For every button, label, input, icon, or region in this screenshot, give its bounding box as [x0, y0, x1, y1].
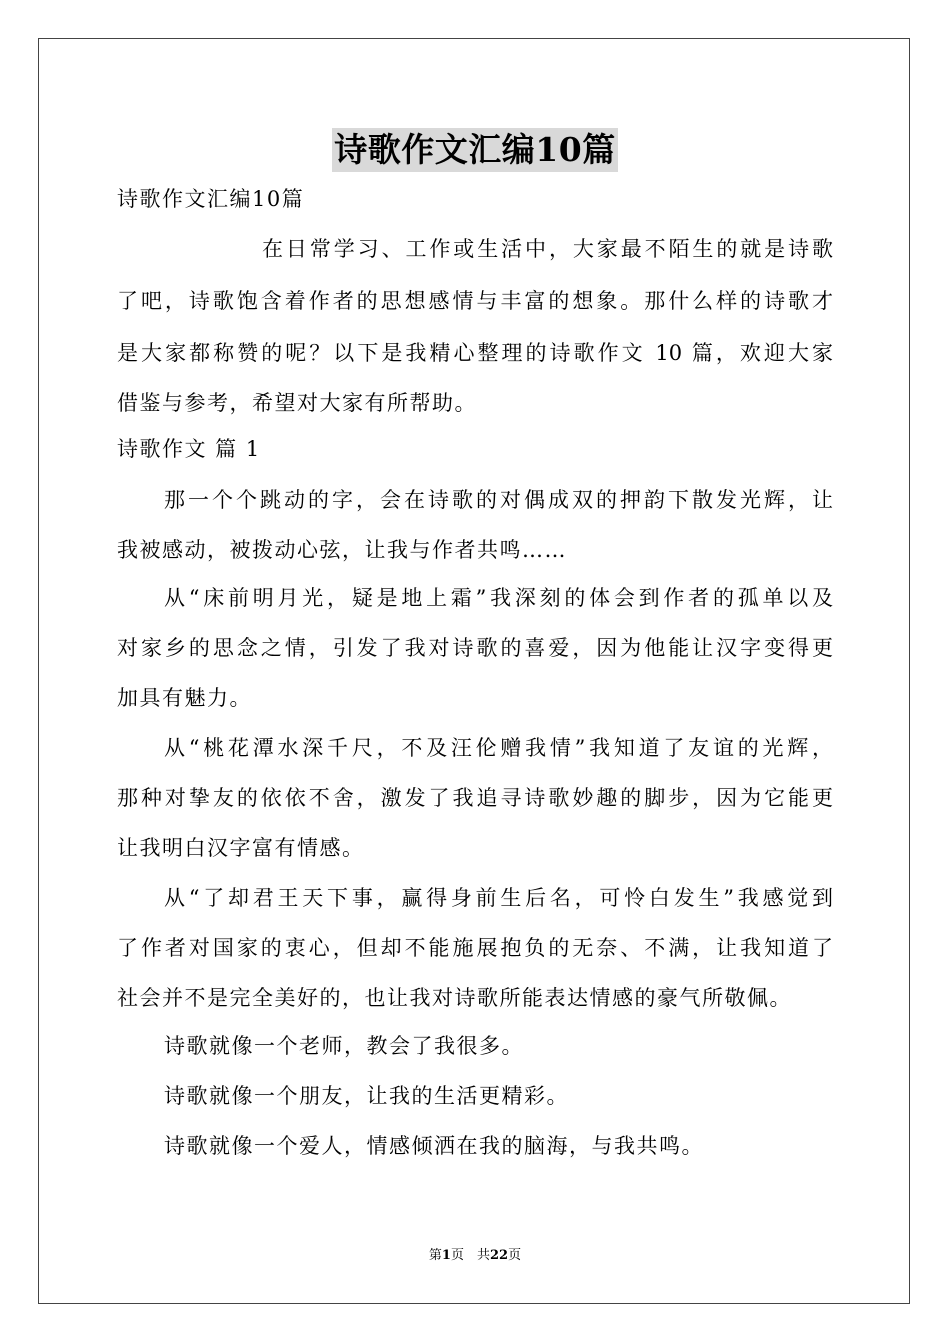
body-paragraph-line: 让我明白汉字富有情感。: [117, 836, 365, 860]
body-paragraph-line: 从“了却君王天下事，赢得身前生后名，可怜白发生”我感觉到: [164, 886, 833, 910]
section-heading: 诗歌作文 篇 1: [117, 437, 261, 461]
page-border: [38, 38, 910, 1304]
page-separator: 页 共: [450, 1248, 490, 1263]
body-paragraph-line: 我被感动，被拨动心弦，让我与作者共鸣……: [117, 538, 567, 562]
document-title: 诗歌作文汇编10篇: [332, 128, 617, 172]
total-pages-number: 22: [489, 1248, 509, 1263]
page-number-footer: [0, 1247, 950, 1265]
body-paragraph-line: 了作者对国家的衷心，但却不能施展抱负的无奈、不满，让我知道了: [117, 936, 833, 960]
body-paragraph-line: 诗歌就像一个爱人，情感倾洒在我的脑海，与我共鸣。: [164, 1134, 704, 1158]
body-paragraph-line: 社会并不是完全美好的，也让我对诗歌所能表达情感的豪气所敬佩。: [117, 986, 792, 1010]
body-paragraph-line: 那种对挚友的依依不舍，激发了我追寻诗歌妙趣的脚步，因为它能更: [117, 786, 833, 810]
page-suffix: 页: [508, 1248, 522, 1263]
body-paragraph-line: 那一个个跳动的字，会在诗歌的对偶成双的押韵下散发光辉，让: [164, 488, 833, 512]
intro-paragraph-line: 是大家都称赞的呢？以下是我精心整理的诗歌作文 10 篇，欢迎大家: [117, 341, 833, 365]
current-page-number: 1: [441, 1248, 451, 1263]
body-paragraph-line: 从“桃花潭水深千尺，不及汪伦赠我情”我知道了友谊的光辉，: [164, 736, 833, 760]
body-paragraph-line: 诗歌就像一个老师，教会了我很多。: [164, 1034, 524, 1058]
intro-paragraph-line: 了吧，诗歌饱含着作者的思想感情与丰富的想象。那什么样的诗歌才: [117, 289, 833, 313]
body-paragraph-line: 诗歌就像一个朋友，让我的生活更精彩。: [164, 1084, 569, 1108]
body-paragraph-line: 对家乡的思念之情，引发了我对诗歌的喜爱，因为他能让汉字变得更: [117, 636, 833, 660]
intro-paragraph-line: 借鉴与参考，希望对大家有所帮助。: [117, 391, 477, 415]
body-paragraph-line: 从“床前明月光，疑是地上霜”我深刻的体会到作者的孤单以及: [164, 586, 833, 610]
intro-paragraph-line: 在日常学习、工作或生活中，大家最不陌生的就是诗歌: [262, 237, 833, 261]
body-paragraph-line: 加具有魅力。: [117, 686, 252, 710]
page-prefix: 第: [428, 1248, 442, 1263]
document-subtitle: 诗歌作文汇编10篇: [117, 187, 305, 211]
title-container: [0, 128, 950, 172]
